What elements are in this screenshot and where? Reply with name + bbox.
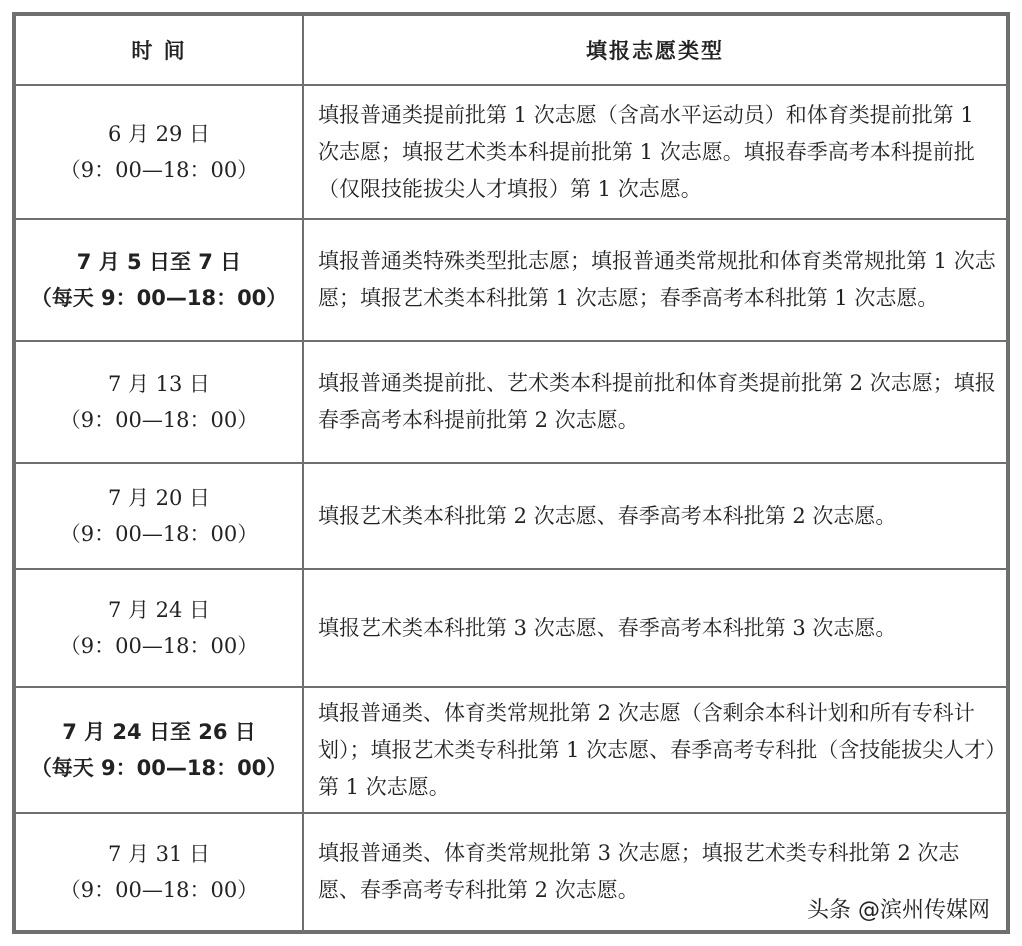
- time-cell: [15, 85, 303, 219]
- time-date: 7 月 20 日: [107, 486, 211, 510]
- time-cell: [15, 219, 303, 341]
- time-hours: （9：00—18：00）: [59, 522, 259, 546]
- table-row: [15, 341, 1007, 463]
- header-time: 时 间: [15, 15, 303, 85]
- time-hours: （每天 9：00—18：00）: [30, 286, 288, 310]
- time-date: 7 月 13 日: [107, 372, 211, 396]
- time-cell: [15, 463, 303, 569]
- volunteer-type-cell: 填报普通类、体育类常规批第 3 次志愿；填报艺术类专科批第 2 次志愿、春季高考专科批第 2 次志愿。: [303, 813, 1007, 931]
- time-hours: （9：00—18：00）: [59, 158, 259, 182]
- time-date: 7 月 24 日: [107, 598, 211, 622]
- table-header-row: [15, 15, 1007, 85]
- volunteer-type-cell: 填报艺术类本科批第 2 次志愿、春季高考本科批第 2 次志愿。: [303, 463, 1007, 569]
- header-volunteer-type: 填报志愿类型: [303, 15, 1007, 85]
- volunteer-type-cell: 填报普通类提前批、艺术类本科提前批和体育类提前批第 2 次志愿；填报春季高考本科提前批第 2 次志愿。: [303, 341, 1007, 463]
- table-row: [15, 85, 1007, 219]
- schedule-table-frame: [12, 12, 1010, 934]
- schedule-table: [14, 14, 1008, 932]
- table-row: [15, 569, 1007, 687]
- volunteer-type-cell: 填报普通类提前批第 1 次志愿（含高水平运动员）和体育类提前批第 1 次志愿；填报艺术类本科提前批第 1 次志愿。填报春季高考本科提前批（仅限技能拔尖人才填报）第 1 次志愿。: [303, 85, 1007, 219]
- table-row: [15, 687, 1007, 813]
- time-hours: （每天 9：00—18：00）: [30, 756, 288, 780]
- time-cell: [15, 687, 303, 813]
- time-cell: [15, 341, 303, 463]
- time-hours: （9：00—18：00）: [59, 408, 259, 432]
- time-date: 7 月 24 日至 26 日: [62, 720, 256, 744]
- volunteer-type-cell: 填报艺术类本科批第 3 次志愿、春季高考本科批第 3 次志愿。: [303, 569, 1007, 687]
- table-row: [15, 219, 1007, 341]
- volunteer-type-cell: 填报普通类、体育类常规批第 2 次志愿（含剩余本科计划和所有专科计划）；填报艺术类专科批第 1 次志愿、春季高考专科批（含技能拔尖人才）第 1 次志愿。: [303, 687, 1007, 813]
- source-watermark: 头条 @滨州传媒网: [803, 891, 994, 926]
- time-cell: [15, 569, 303, 687]
- time-cell: [15, 813, 303, 931]
- time-date: 7 月 5 日至 7 日: [76, 250, 242, 274]
- time-hours: （9：00—18：00）: [59, 634, 259, 658]
- time-date: 7 月 31 日: [107, 842, 211, 866]
- time-hours: （9：00—18：00）: [59, 878, 259, 902]
- table-row: [15, 463, 1007, 569]
- volunteer-type-cell: 填报普通类特殊类型批志愿；填报普通类常规批和体育类常规批第 1 次志愿；填报艺术类本科批第 1 次志愿；春季高考本科批第 1 次志愿。: [303, 219, 1007, 341]
- time-date: 6 月 29 日: [107, 122, 211, 146]
